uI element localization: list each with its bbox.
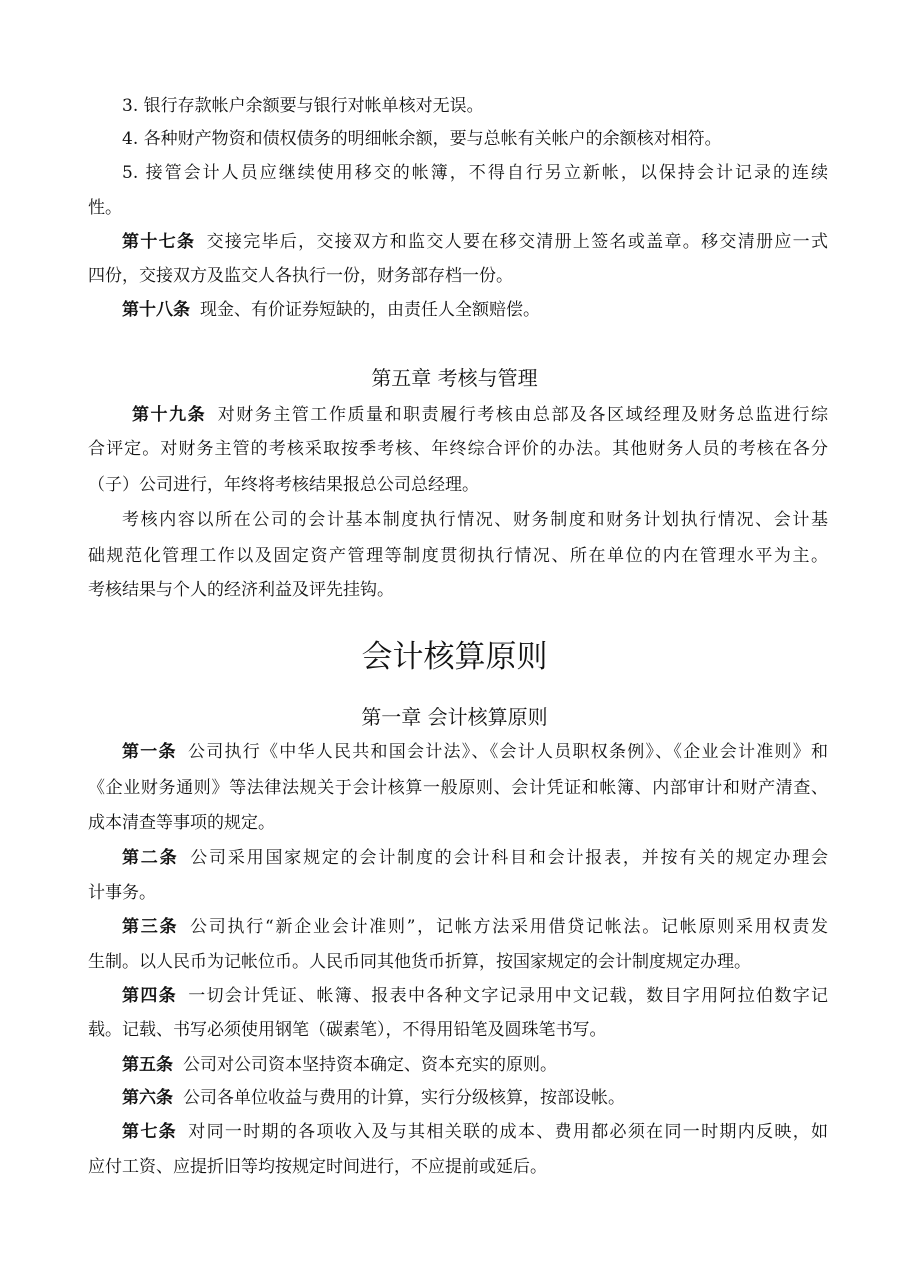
article-19-line-3: （子）公司进行，年终将考核结果报总公司总经理。 [88,475,479,495]
article-4-text: 一切会计凭证、帐簿、报表中各种文字记录用中文记载，数目字用阿拉伯数字记 [186,986,829,1006]
article-2-text: 公司采用国家规定的会计制度的会计科目和会计报表，并按有关的规定办理会 [188,848,829,868]
article-17-text: 交接完毕后，交接双方和监交人要在移交清册上签名或盖章。移交清册应一式 [205,232,829,252]
article-19-label: 第十九条 [132,405,207,425]
handover-item-5-line-2: 性。 [88,198,122,218]
article-3-line-2: 生制。以人民币为记帐位币。人民币同其他货币折算，按国家规定的会计制度规定办理。 [88,952,751,972]
article-1-line-2: 《企业财务通则》等法律法规关于会计核算一般原则、会计凭证和帐簿、内部审计和财产清查、 [88,778,828,798]
article-18-text: 现金、有价证券短缺的，由责任人全额赔偿。 [200,300,540,320]
article-17-line-1 [122,232,828,252]
assessment-paragraph-line-2: 础规范化管理工作以及固定资产管理等制度贯彻执行情况、所在单位的内在管理水平为主。 [88,546,828,566]
article-7-label: 第七条 [122,1122,177,1142]
article-4-line-1 [122,986,828,1006]
article-6-text: 公司各单位收益与费用的计算，实行分级核算，按部设帐。 [183,1088,625,1108]
article-18-label: 第十八条 [122,300,190,320]
article-19-line-2: 合评定。对财务主管的考核采取按季考核、年终综合评价的办法。其他财务人员的考核在各分 [88,439,828,459]
handover-item-4: 4. 各种财产物资和债权债务的明细帐余额，要与总帐有关帐户的余额核对相符。 [122,129,722,149]
article-7-text: 对同一时期的各项收入及与其相关联的成本、费用都必须在同一时期内反映，如 [186,1122,829,1142]
article-1-line-3: 成本清查等事项的规定。 [88,813,275,833]
article-1-line-1 [122,742,828,762]
article-5-label: 第五条 [122,1055,173,1075]
document-title: 会计核算原则 [361,639,548,675]
article-5-line-1 [122,1055,828,1075]
article-4-label: 第四条 [122,986,177,1006]
article-3-text: 公司执行“新企业会计准则”，记帐方法采用借贷记帐法。记帐原则采用权责发 [188,917,828,937]
handover-item-3: 3. 银行存款帐户余额要与银行对帐单核对无误。 [122,96,484,116]
article-3-line-1 [122,917,828,937]
article-3-label: 第三条 [122,917,179,937]
chapter-5-heading: 第五章 考核与管理 [371,366,538,390]
chapter-1-heading: 第一章 会计核算原则 [361,705,548,729]
article-17-label: 第十七条 [122,232,196,252]
assessment-paragraph-line-1: 考核内容以所在公司的会计基本制度执行情况、财务制度和财务计划执行情况、会计基 [122,510,828,530]
assessment-paragraph-line-3: 考核结果与个人的经济利益及评先挂钩。 [88,580,394,600]
article-18-line-1 [122,300,828,320]
article-6-line-1 [122,1088,828,1108]
article-7-line-2: 应付工资、应提折旧等均按规定时间进行，不应提前或延后。 [88,1157,547,1177]
article-17-line-2: 四份，交接双方及监交人各执行一份，财务部存档一份。 [88,266,513,286]
article-6-label: 第六条 [122,1088,173,1108]
article-7-line-1 [122,1122,828,1142]
handover-item-5-line-1: 5. 接管会计人员应继续使用移交的帐簿，不得自行另立新帐，以保持会计记录的连续 [122,163,828,183]
article-2-line-2: 计事务。 [88,883,156,903]
article-1-label: 第一条 [122,742,177,762]
article-19-text: 对财务主管工作质量和职责履行考核由总部及各区域经理及财务总监进行综 [216,405,829,425]
article-4-line-2: 载。记载、书写必须使用钢笔（碳素笔），不得用铅笔及圆珠笔书写。 [88,1020,607,1040]
article-2-label: 第二条 [122,848,179,868]
article-2-line-1 [122,848,828,868]
article-5-text: 公司对公司资本坚持资本确定、资本充实的原则。 [183,1055,557,1075]
article-1-text: 公司执行《中华人民共和国会计法》、《会计人员职权条例》、《企业会计准则》和 [186,742,828,762]
article-19-line-1 [132,405,828,425]
